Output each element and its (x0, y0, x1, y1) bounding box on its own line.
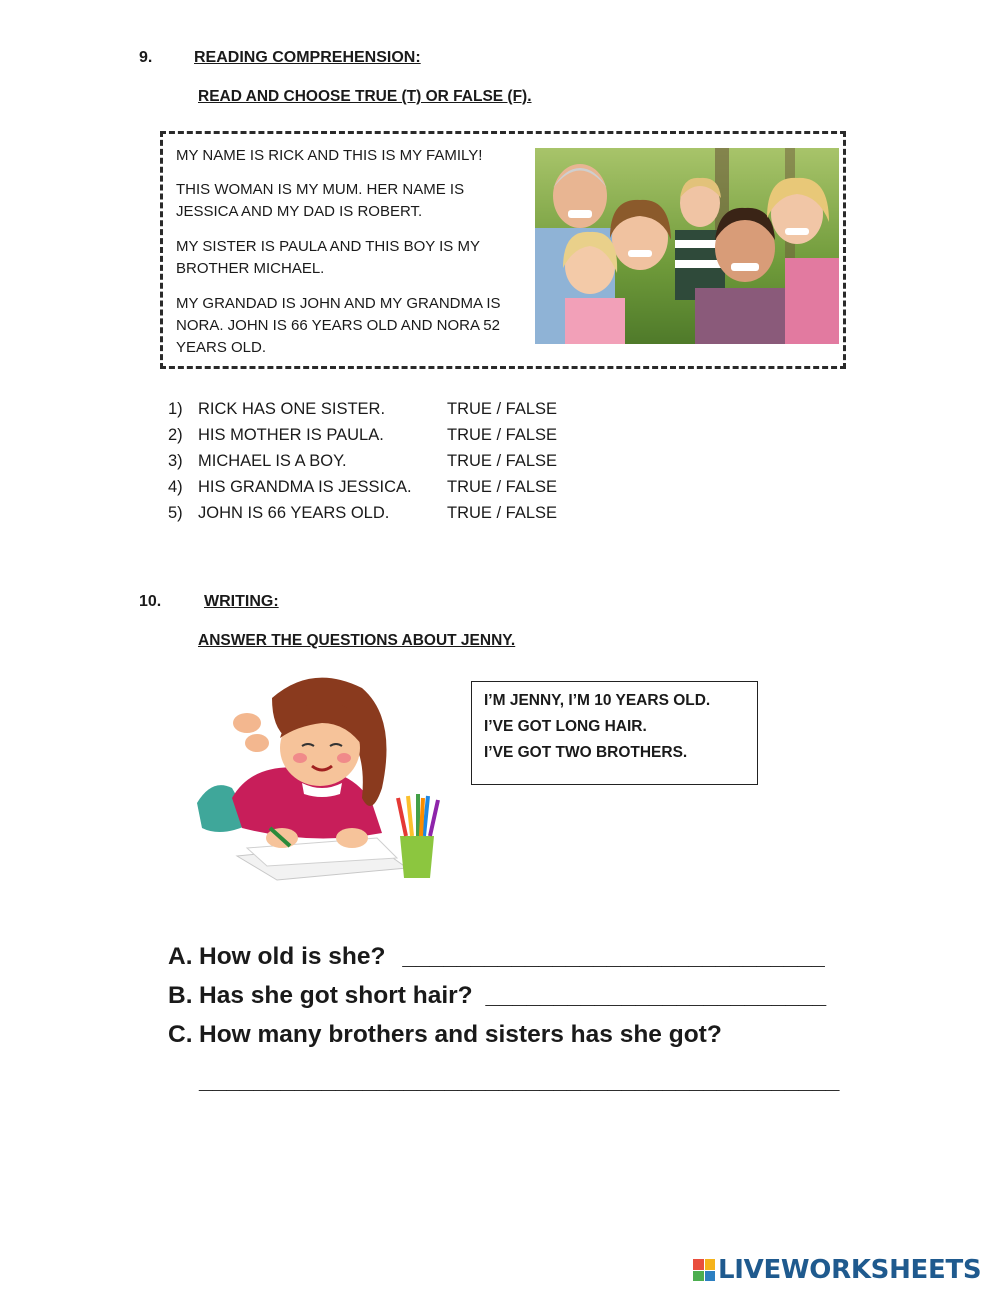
statement-text: HIS MOTHER IS PAULA. (198, 426, 384, 444)
list-item (0, 422, 1000, 448)
statement-text: RICK HAS ONE SISTER. (198, 400, 386, 418)
list-item (0, 448, 1000, 474)
reading-paragraph-1 (176, 145, 482, 167)
question-text: How old is she? (199, 943, 386, 970)
reading-line: NORA. JOHN IS 66 YEARS OLD AND NORA 52 (176, 317, 500, 334)
question-b (0, 981, 1000, 1013)
question-letter: B. (168, 982, 193, 1009)
reading-line: MY NAME IS RICK AND THIS IS MY FAMILY! (176, 147, 483, 164)
list-item (0, 500, 1000, 526)
true-false-list (0, 396, 1000, 526)
reading-line: THIS WOMAN IS MY MUM. HER NAME IS (176, 181, 465, 198)
section-10-title: WRITING: (204, 593, 279, 610)
liveworksheets-logo (693, 1255, 981, 1285)
reading-paragraph-4 (176, 293, 501, 359)
statement-number: 1) (168, 400, 183, 418)
question-text: Has she got short hair? (199, 982, 473, 1009)
answer-blank[interactable]: _________________________ (485, 982, 827, 1009)
reading-line: YEARS OLD. (176, 339, 267, 356)
section-9-instruction: READ AND CHOOSE TRUE (T) OR FALSE (F). (198, 88, 532, 105)
true-false-choice[interactable]: TRUE / FALSE (447, 400, 558, 418)
statement-number: 5) (168, 504, 183, 522)
question-c (0, 1020, 1000, 1052)
family-photo-icon (535, 148, 839, 344)
jenny-info-line: I’VE GOT LONG HAIR. (484, 718, 647, 735)
question-a (0, 942, 1000, 974)
question-text-wrapper (199, 981, 826, 1011)
statement-text: MICHAEL IS A BOY. (198, 452, 347, 470)
statement-text: JOHN IS 66 YEARS OLD. (198, 504, 390, 522)
liveworksheets-logo-icon (693, 1259, 715, 1281)
question-text: How many brothers and sisters has she got? (199, 1021, 722, 1048)
reading-line: MY GRANDAD IS JOHN AND MY GRANDMA IS (176, 295, 501, 312)
girl-drawing-illustration-icon (192, 668, 447, 886)
answer-blank[interactable]: _______________________________________________ (199, 1067, 840, 1094)
question-text-wrapper (199, 942, 825, 972)
reading-paragraph-3 (176, 236, 480, 280)
statement-number: 4) (168, 478, 183, 496)
answer-blank[interactable]: _______________________________ (402, 943, 825, 970)
jenny-info-line: I’VE GOT TWO BROTHERS. (484, 744, 688, 761)
true-false-choice[interactable]: TRUE / FALSE (447, 504, 558, 522)
jenny-info-box (471, 681, 758, 785)
reading-paragraph-2 (176, 179, 464, 223)
reading-line: BROTHER MICHAEL. (176, 260, 325, 277)
true-false-choice[interactable]: TRUE / FALSE (447, 452, 558, 470)
section-9-title: READING COMPREHENSION: (194, 49, 421, 66)
question-letter: C. (168, 1021, 193, 1048)
reading-line: MY SISTER IS PAULA AND THIS BOY IS MY (176, 238, 480, 255)
question-letter: A. (168, 943, 193, 970)
section-9-number: 9. (139, 49, 153, 66)
true-false-choice[interactable]: TRUE / FALSE (447, 426, 558, 444)
jenny-info-line: I’M JENNY, I’M 10 YEARS OLD. (484, 692, 711, 709)
true-false-choice[interactable]: TRUE / FALSE (447, 478, 558, 496)
section-10-instruction: ANSWER THE QUESTIONS ABOUT JENNY. (198, 632, 516, 649)
list-item (0, 474, 1000, 500)
statement-number: 3) (168, 452, 183, 470)
reading-line: JESSICA AND MY DAD IS ROBERT. (176, 203, 423, 220)
logo-text: LIVEWORKSHEETS (718, 1255, 982, 1285)
statement-text: HIS GRANDMA IS JESSICA. (198, 478, 412, 496)
statement-number: 2) (168, 426, 183, 444)
section-10-number: 10. (139, 593, 162, 610)
list-item (0, 396, 1000, 422)
